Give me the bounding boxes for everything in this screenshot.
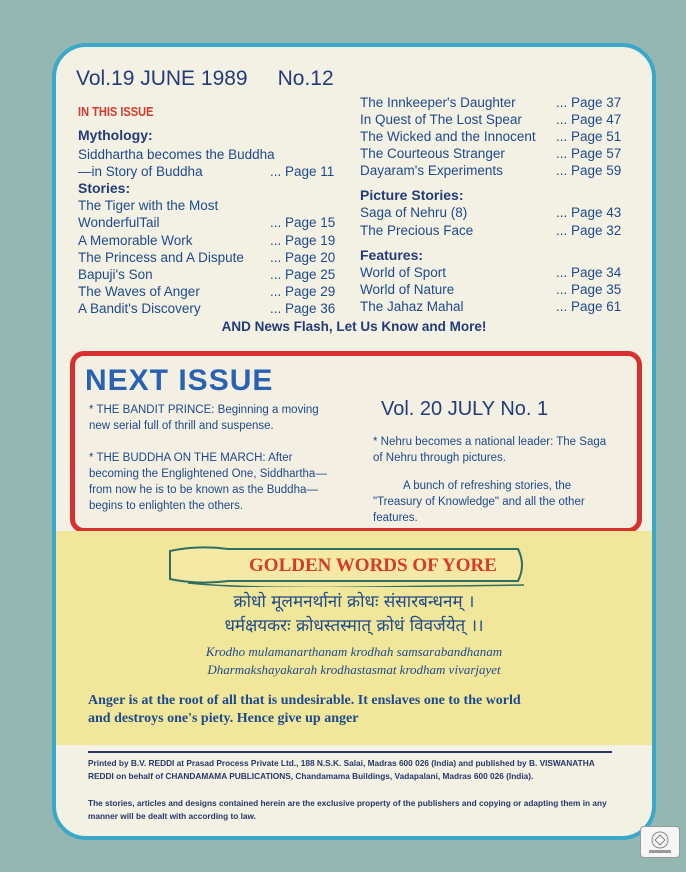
left-item-title: The Princess and A Dispute	[78, 250, 244, 265]
volume-date: Vol.19 JUNE 1989	[76, 67, 248, 90]
next-issue-right-2: A bunch of refreshing stories, the "Treasury of Knowledge" and all the other features.	[373, 480, 585, 524]
contents-frame	[52, 43, 656, 840]
in-this-issue-label: IN THIS ISSUE	[78, 104, 154, 119]
and-news-line: AND News Flash, Let Us Know and More!	[221, 319, 487, 334]
library-stamp-icon	[640, 826, 680, 858]
left-item-page: ... Page 19	[270, 233, 336, 248]
mythology-line-1: Siddhartha becomes the Buddha	[78, 147, 275, 162]
golden-words-banner	[168, 543, 528, 587]
feature-title: World of Nature	[360, 282, 455, 297]
right-story-page: ... Page 47	[556, 112, 622, 127]
meaning-line-1: Anger is at the root of all that is undesirable. It enslaves one to the world	[88, 693, 521, 708]
tiger-line-2: WonderfulTail	[78, 215, 160, 230]
banner-text: GOLDEN WORDS OF YORE	[249, 555, 497, 576]
right-story-page: ... Page 59	[556, 163, 622, 178]
feature-title: World of Sport	[360, 265, 447, 280]
picture-story-page: ... Page 43	[556, 205, 622, 220]
next-issue-item-1: * THE BANDIT PRINCE: Beginning a moving new serial full of thrill and suspense.	[89, 404, 319, 432]
next-issue-title: NEXT ISSUE	[85, 364, 274, 397]
printer-imprint: Printed by B.V. REDDI at Prasad Process Private Ltd., 188 N.S.K. Salai, Madras 600 026 (India) and published by B. VISWANATHA REDDI on behalf of CHANDAMAMA PUBLICATIONS, Chandamama Buildings, Vadapalani, Madras 600 026 (India).	[88, 758, 595, 781]
left-item-page: ... Page 36	[270, 301, 336, 316]
transliteration-line-1: Krodho mulamanarthanam krodhah samsarabandhanam	[205, 644, 503, 659]
right-story-title: The Innkeeper's Daughter	[360, 95, 516, 110]
tiger-page: ... Page 15	[270, 215, 336, 230]
meaning-line-2: and destroys one's piety. Hence give up anger	[88, 711, 359, 726]
right-story-title: Dayaram's Experiments	[360, 163, 503, 178]
feature-page: ... Page 35	[556, 282, 622, 297]
left-item-page: ... Page 29	[270, 284, 336, 299]
right-story-page: ... Page 57	[556, 146, 622, 161]
mythology-line-2: —in Story of Buddha	[78, 164, 203, 179]
feature-page: ... Page 61	[556, 299, 622, 314]
volume-heading	[76, 67, 334, 91]
right-story-page: ... Page 37	[556, 95, 622, 110]
stories-heading: Stories:	[78, 180, 131, 196]
picture-story-title: The Precious Face	[360, 223, 474, 238]
issue-number: No.12	[277, 67, 334, 90]
picture-story-page: ... Page 32	[556, 223, 622, 238]
next-issue-right-1: * Nehru becomes a national leader: The Saga of Nehru through pictures.	[373, 436, 607, 464]
footer-divider	[88, 751, 612, 753]
mythology-page: ... Page 11	[270, 164, 335, 179]
features-heading: Features:	[360, 247, 424, 263]
sanskrit-line-1: क्रोधो मूलमनर्थानां क्रोधः संसारबन्धनम् ।	[233, 592, 475, 612]
transliteration-line-2: Dharmakshayakarah krodhastasmat krodham vivarjayet	[207, 662, 501, 677]
right-story-title: The Courteous Stranger	[360, 146, 505, 161]
right-story-title: The Wicked and the Innocent	[360, 129, 536, 144]
left-item-title: A Bandit's Discovery	[78, 301, 201, 316]
feature-title: The Jahaz Mahal	[360, 299, 464, 314]
picture-stories-heading: Picture Stories:	[360, 187, 464, 203]
next-issue-box	[70, 351, 642, 533]
left-item-page: ... Page 20	[270, 250, 336, 265]
sanskrit-line-2: धर्मक्षयकरः क्रोधस्तस्मात् क्रोधं विवर्जयेत् ।।	[224, 616, 484, 636]
right-story-title: In Quest of The Lost Spear	[360, 112, 522, 127]
mythology-heading: Mythology:	[78, 127, 153, 143]
left-item-title: A Memorable Work	[78, 233, 193, 248]
feature-page: ... Page 34	[556, 265, 622, 280]
next-issue-item-2: * THE BUDDHA ON THE MARCH: After becoming the Englightened One, Siddhartha—from now he is to be known as the Buddha—begins to enlighten the others.	[89, 452, 327, 512]
copyright-notice: The stories, articles and designs contained herein are the exclusive property of the publishers and copying or adapting them in any manner will be dealt with according to law.	[88, 798, 607, 821]
tiger-line-1: The Tiger with the Most	[78, 198, 219, 213]
right-story-page: ... Page 51	[556, 129, 622, 144]
picture-story-title: Saga of Nehru (8)	[360, 205, 468, 220]
left-item-title: Bapuji's Son	[78, 267, 153, 282]
next-volume: Vol. 20 JULY No. 1	[381, 398, 549, 420]
left-item-title: The Waves of Anger	[78, 284, 200, 299]
golden-words-section	[56, 531, 652, 745]
left-item-page: ... Page 25	[270, 267, 336, 282]
